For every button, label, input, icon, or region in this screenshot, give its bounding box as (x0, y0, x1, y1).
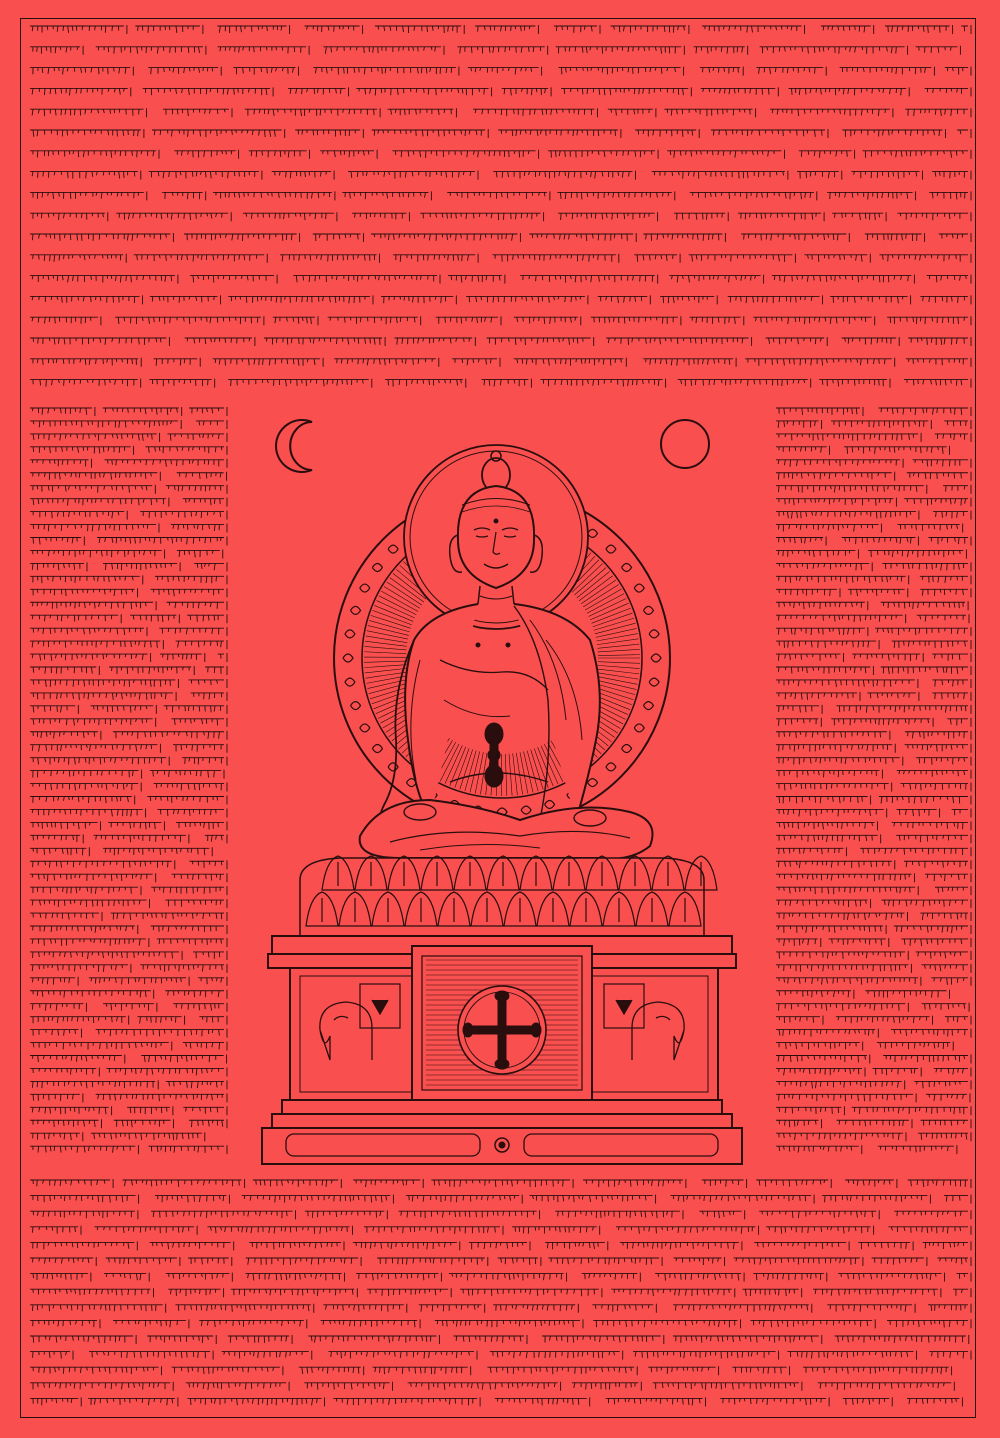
buddha-figure (334, 445, 670, 859)
throne (262, 936, 742, 1164)
prayer-text-right (776, 407, 971, 1154)
prayer-text-top (30, 25, 971, 388)
prayer-text-bottom (30, 1179, 971, 1406)
sun-icon (661, 420, 709, 468)
elephant-icon (604, 984, 684, 1060)
crescent-moon-icon (276, 420, 312, 472)
elephant-icon (320, 984, 400, 1060)
prayer-text-left (30, 407, 227, 1154)
vajra-icon (485, 723, 503, 787)
lotus-seat (300, 856, 717, 936)
